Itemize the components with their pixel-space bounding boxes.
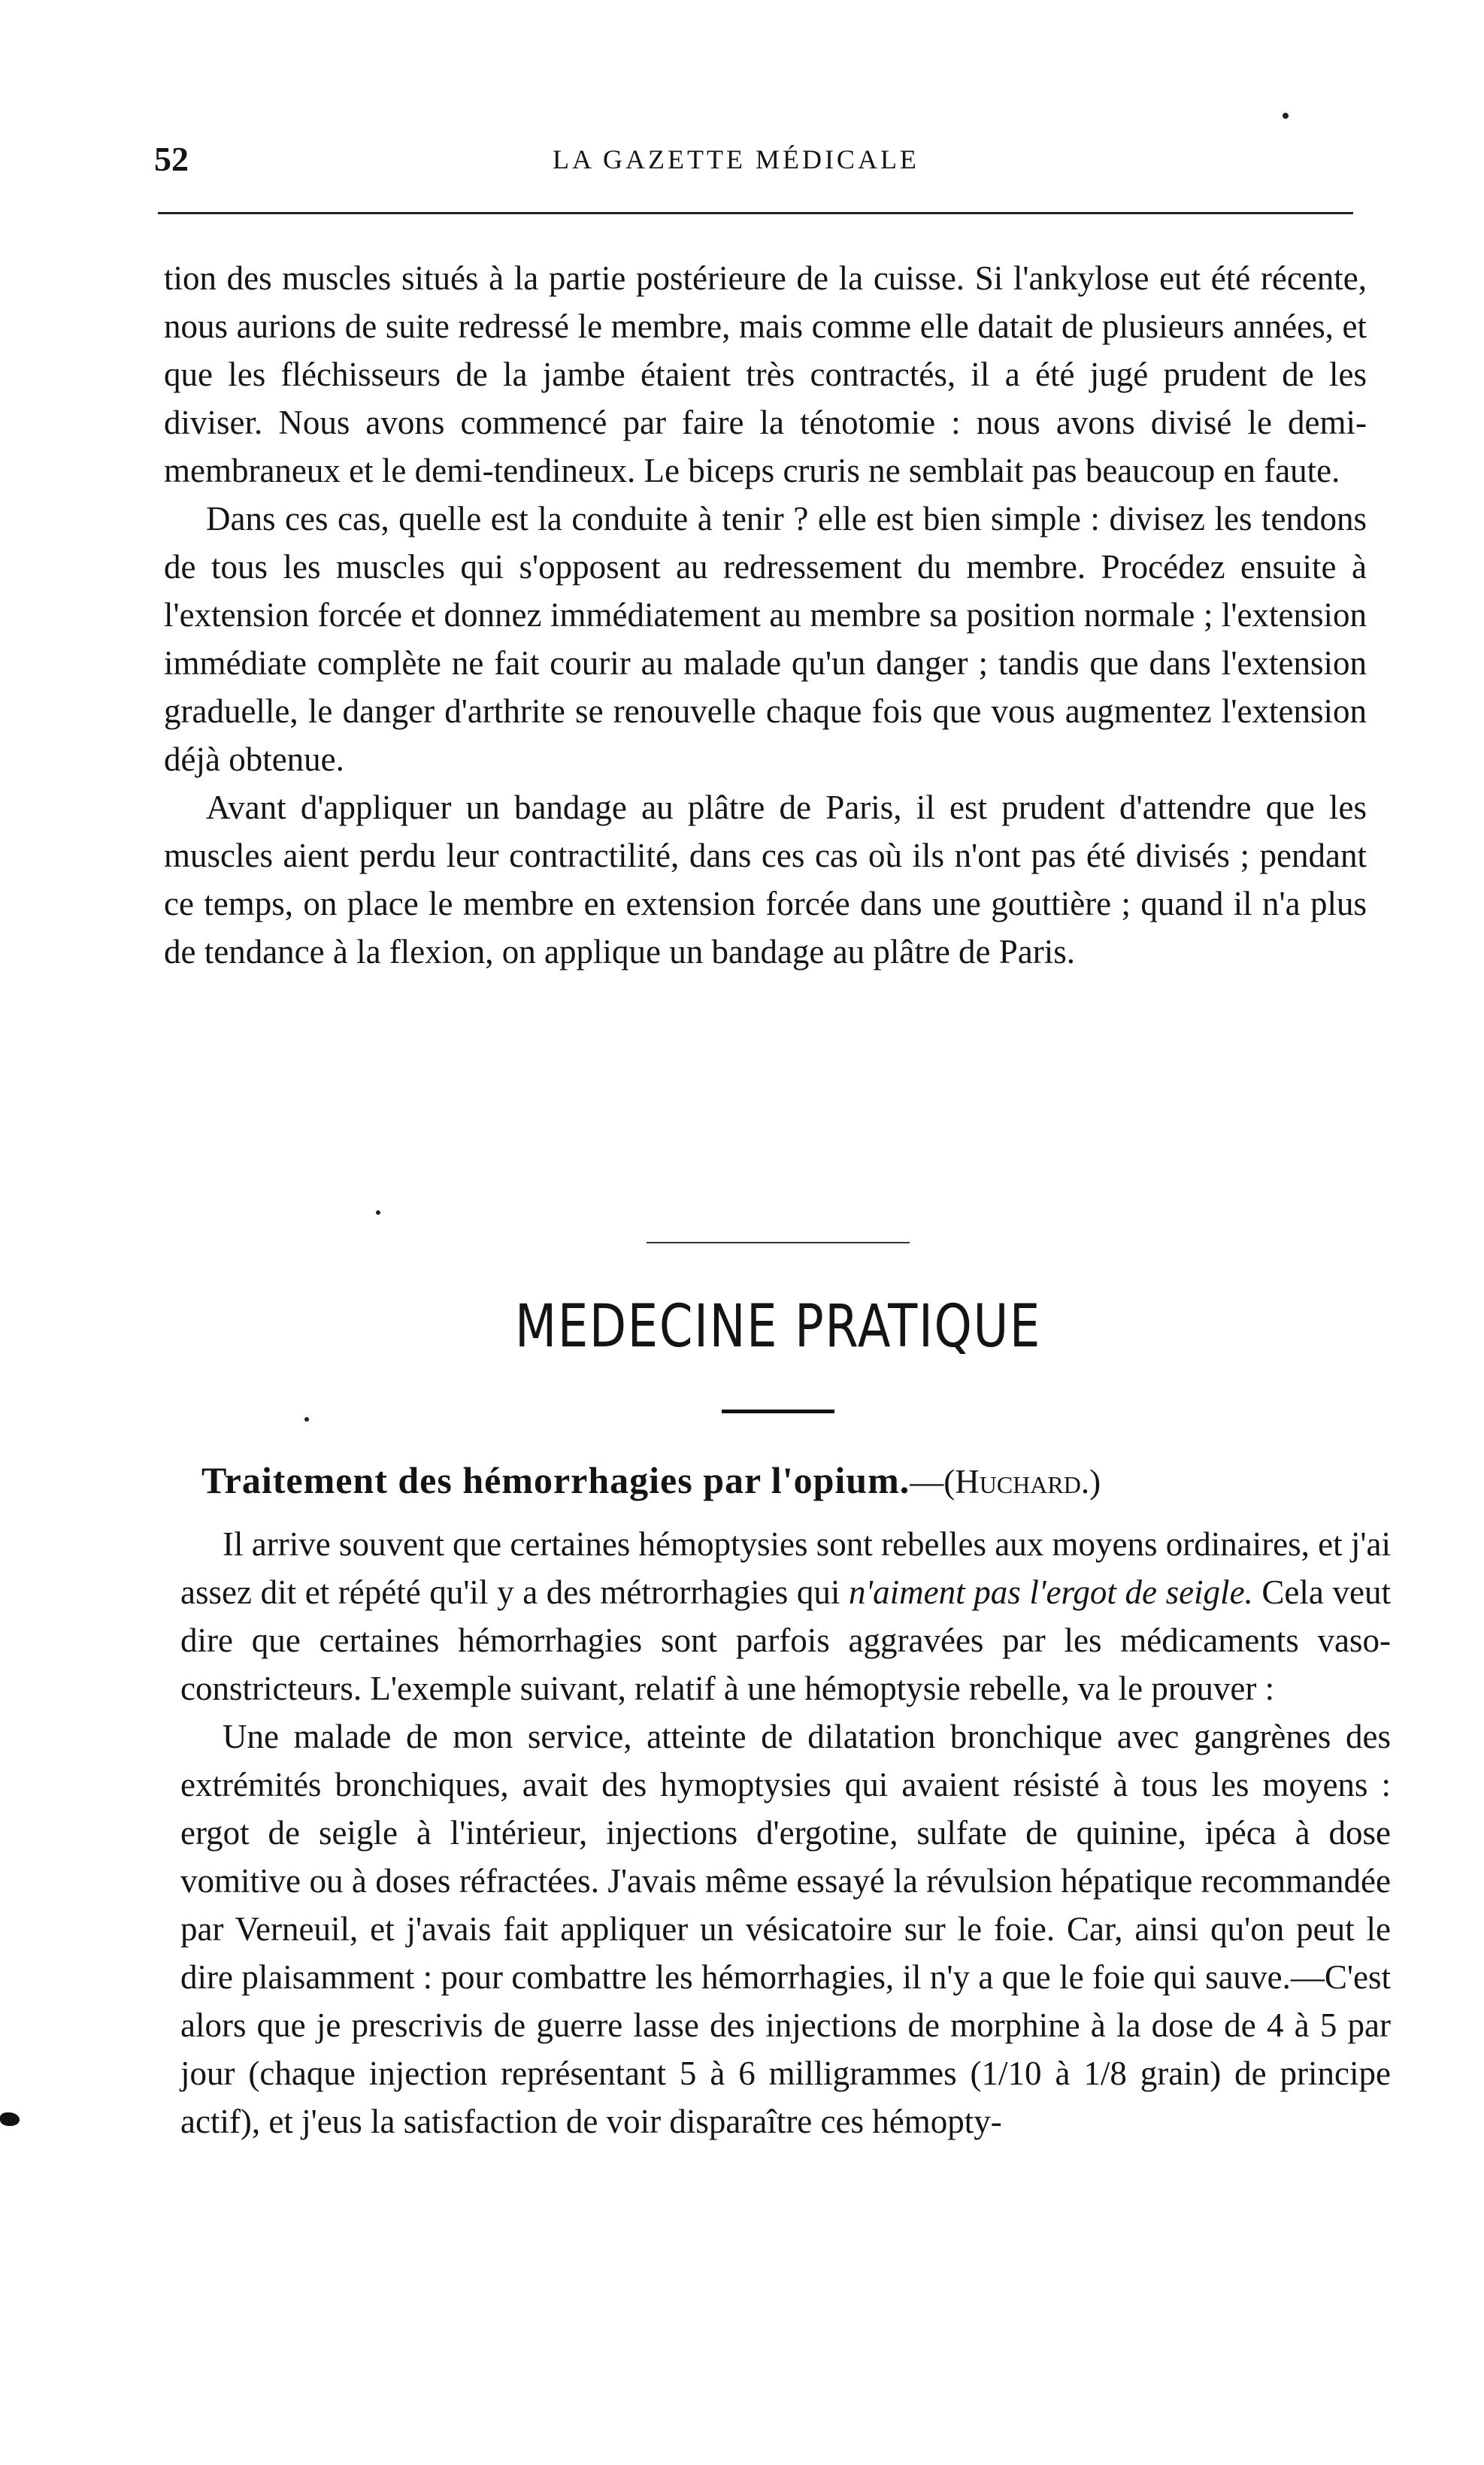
paragraph bbox=[180, 1520, 1391, 1712]
title-rule bbox=[722, 1410, 834, 1413]
paragraph bbox=[180, 1712, 1391, 2146]
paragraph-text: à bbox=[1041, 2055, 1084, 2092]
article-title: Traitement des hémorrhagies par l'opium. bbox=[201, 1459, 910, 1501]
page-number: 52 bbox=[154, 140, 189, 178]
fraction: 1/8 bbox=[1083, 2055, 1127, 2092]
paragraph-text: Cela veut dire que certaines hémorrhagies sont parfois aggravées par les médicaments vaso-constricteurs. L'exemple suivant, relatif à une hémoptysie rebelle, va le prouver : bbox=[180, 1573, 1391, 1707]
continued-text bbox=[164, 254, 1367, 976]
article-heading bbox=[201, 1458, 1404, 1502]
section-separator bbox=[647, 1242, 910, 1243]
paragraph-continued: tion des muscles situés à la partie postérieure de la cuisse. Si l'ankylose eut été récente, nous aurions de suite redressé le membre, mais comme elle datait de plusieurs années, et que les fléchisseurs de la jambe étaient très contractés, il a été jugé prudent de les diviser. Nous avons commencé par faire la ténotomie : nous avons divisé le demi-membraneux et le demi-tendineux. Le biceps cruris ne semblait pas beaucoup en faute. bbox=[164, 259, 1367, 489]
heading-dash: — bbox=[910, 1463, 944, 1501]
article-author: (Huchard.) bbox=[943, 1463, 1101, 1501]
italic-phrase: n'aiment pas l'ergot de seigle. bbox=[849, 1573, 1253, 1611]
page-header bbox=[154, 139, 1357, 184]
header-rule bbox=[158, 212, 1353, 214]
speck bbox=[1283, 113, 1289, 119]
margin-blot bbox=[0, 2112, 20, 2126]
paragraph-text: Il arrive souvent que certaines hémoptysies sont rebelles aux moyens ordinaires, et j'ai assez dit et répété qu'il y a des métrorrhagies qui bbox=[180, 1525, 1391, 1611]
running-head: LA GAZETTE MÉDICALE bbox=[553, 144, 919, 174]
article-body bbox=[180, 1520, 1391, 2146]
paragraph: Avant d'appliquer un bandage au plâtre de Paris, il est prudent d'attendre que les muscles aient perdu leur contractilité, dans ces cas où ils n'ont pas été divisés ; pendant ce temps, on place le membre en extension forcée dans une gouttière ; quand il n'a plus de tendance à la flexion, on applique un bandage au plâtre de Paris. bbox=[164, 789, 1367, 971]
fraction: 1/10 bbox=[981, 2055, 1042, 2092]
paragraph-text: Une malade de mon service, atteinte de dilatation bronchique avec gangrènes des extrémités bronchiques, avait des hymoptysies qui avaient résisté à tous les moyens : ergot de seigle à l'intérieur, injections d'ergotine, sulfate de quinine, ipéca à dose vomitive ou à doses réfractées. J'avais même essayé la révulsion hépatique recommandée par Verneuil, et j'avais fait appliquer un vésicatoire sur le foie. Car, ainsi qu'on peut le dire plaisamment : pour combattre les hémorrhagies, il n'y a que le foie qui sauve.—C'est alors que je prescrivis de guerre lasse des injections de morphine à la dose de 4 à 5 par jour (chaque injection représentant 5 à 6 milligrammes ( bbox=[180, 1718, 1391, 2092]
speck bbox=[376, 1210, 380, 1215]
section-title: MEDECINE PRATIQUE bbox=[515, 1293, 1041, 1361]
paragraph-text: grain) de principe actif), et j'eus la satisfaction de voir disparaître ces hémopty- bbox=[180, 2055, 1391, 2140]
paragraph: Dans ces cas, quelle est la conduite à tenir ? elle est bien simple : divisez les tendons de tous les muscles qui s'opposent au redressement du membre. Procédez ensuite à l'extension forcée et donnez immédiatement au membre sa position normale ; l'extension immédiate complète ne fait courir au malade qu'un danger ; tandis que dans l'extension graduelle, le danger d'arthrite se renouvelle chaque fois que vous augmentez l'extension déjà obtenue. bbox=[164, 500, 1367, 778]
speck bbox=[304, 1417, 309, 1422]
